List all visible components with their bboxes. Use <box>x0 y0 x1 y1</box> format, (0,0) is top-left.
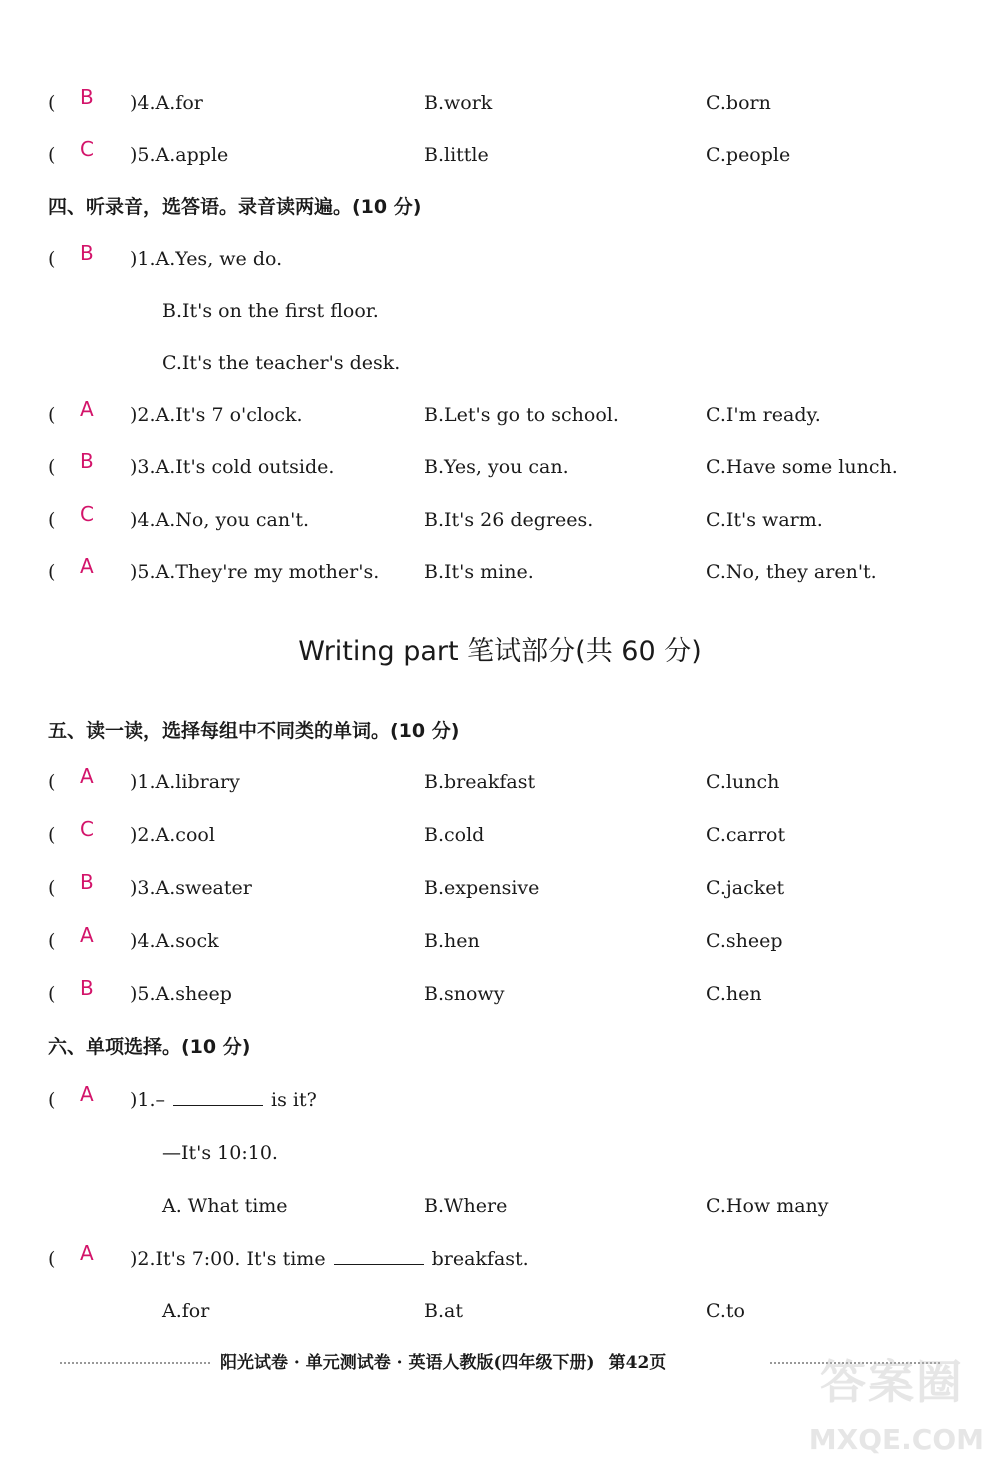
option-b: B.at <box>424 1300 463 1322</box>
option-b: B.little <box>424 144 489 166</box>
section5-heading: 五、读一读，选择每组中不同类的单词。(10 分) <box>48 720 460 742</box>
option-a: )3.A.sweater <box>130 877 252 899</box>
option-a: )4.A.sock <box>130 930 219 952</box>
question-row <box>0 923 1000 956</box>
option-row <box>0 296 1000 326</box>
option-c: C.I'm ready. <box>706 404 821 426</box>
option-c: C.lunch <box>706 771 780 793</box>
answer-mark: A <box>80 397 94 421</box>
answer-mark: A <box>80 1082 94 1106</box>
answer-mark: B <box>80 976 94 1000</box>
answer-mark: C <box>80 137 94 161</box>
option-c: C.born <box>706 92 771 114</box>
option-a: )2.A.cool <box>130 824 215 846</box>
question-row <box>0 137 1000 170</box>
option-a: )5.A.sheep <box>130 983 232 1005</box>
answer-mark: A <box>80 923 94 947</box>
section6-heading: 六、单项选择。(10 分) <box>48 1036 251 1058</box>
open-paren: ( <box>48 561 56 583</box>
option-a: )4.A.for <box>130 92 203 114</box>
watermark-logo <box>744 1346 984 1456</box>
option-a: )1.A.library <box>130 771 240 793</box>
section-heading <box>0 1032 1000 1062</box>
answer-blank <box>173 1087 263 1106</box>
section4-heading: 四、听录音，选答语。录音读两遍。(10 分) <box>48 196 422 218</box>
answer-mark: A <box>80 1241 94 1265</box>
option-c: C.hen <box>706 983 762 1005</box>
option-a: )2.A.It's 7 o'clock. <box>130 404 303 426</box>
option-c: C.It's the teacher's desk. <box>162 352 401 374</box>
option-b: B.It's mine. <box>424 561 534 583</box>
page-number: 第42页 <box>608 1353 667 1373</box>
reply-row <box>0 1138 1000 1168</box>
option-c: C.No, they aren't. <box>706 561 877 583</box>
option-b: B.snowy <box>424 983 505 1005</box>
stem-pre: )1.– <box>130 1089 166 1111</box>
option-b: B.Where <box>424 1195 508 1217</box>
answer-mark: B <box>80 241 94 265</box>
option-b: B.Yes, you can. <box>424 456 569 478</box>
option-row <box>0 348 1000 378</box>
open-paren: ( <box>48 824 56 846</box>
option-b: B.cold <box>424 824 485 846</box>
answer-mark: C <box>80 502 94 526</box>
answer-blank <box>334 1246 424 1265</box>
footer-divider-left <box>60 1362 210 1364</box>
question-row <box>0 976 1000 1009</box>
option-c: C.sheep <box>706 930 783 952</box>
option-b: B.Let's go to school. <box>424 404 619 426</box>
question-row <box>0 870 1000 903</box>
reply-text: —It's 10:10. <box>162 1142 278 1164</box>
answer-mark: A <box>80 554 94 578</box>
open-paren: ( <box>48 771 56 793</box>
option-a: )3.A.It's cold outside. <box>130 456 335 478</box>
open-paren: ( <box>48 930 56 952</box>
open-paren: ( <box>48 1248 56 1270</box>
open-paren: ( <box>48 509 56 531</box>
question-row <box>0 1241 1000 1274</box>
question-row <box>0 502 1000 535</box>
section-heading <box>0 716 1000 746</box>
question-row <box>0 85 1000 118</box>
open-paren: ( <box>48 983 56 1005</box>
open-paren: ( <box>48 877 56 899</box>
watermark-main: 答案圈 <box>820 1355 964 1409</box>
answer-mark: B <box>80 85 94 109</box>
open-paren: ( <box>48 1089 56 1111</box>
footer-title: 阳光试卷 · 单元测试卷 · 英语人教版(四年级下册) <box>220 1353 595 1373</box>
question-row <box>0 817 1000 850</box>
watermark-url: MXQE.COM <box>808 1423 984 1456</box>
question-row <box>0 554 1000 587</box>
option-b: B.breakfast <box>424 771 536 793</box>
option-c: C.How many <box>706 1195 829 1217</box>
option-c: C.jacket <box>706 877 785 899</box>
question-row <box>0 1082 1000 1115</box>
open-paren: ( <box>48 248 56 270</box>
option-row <box>0 1296 1000 1326</box>
section-heading <box>0 192 1000 222</box>
option-c: C.carrot <box>706 824 786 846</box>
answer-mark: B <box>80 449 94 473</box>
option-c: C.people <box>706 144 791 166</box>
question-row <box>0 449 1000 482</box>
option-c: C.Have some lunch. <box>706 456 898 478</box>
option-b: B.It's on the first floor. <box>162 300 379 322</box>
option-c: C.It's warm. <box>706 509 823 531</box>
option-b: B.expensive <box>424 877 540 899</box>
answer-mark: B <box>80 870 94 894</box>
option-a: A. What time <box>162 1195 288 1217</box>
footer-text <box>220 1348 666 1373</box>
option-a: )5.A.apple <box>130 144 229 166</box>
writing-part-title: Writing part 笔试部分(共 60 分) <box>298 636 702 667</box>
stem-post: breakfast. <box>431 1248 529 1270</box>
option-a: )5.A.They're my mother's. <box>130 561 380 583</box>
question-stem <box>130 1085 317 1115</box>
option-a: A.for <box>162 1300 210 1322</box>
option-c: C.to <box>706 1300 745 1322</box>
question-row <box>0 241 1000 274</box>
question-stem <box>130 1244 529 1274</box>
option-a: )4.A.No, you can't. <box>130 509 309 531</box>
option-a: )1.A.Yes, we do. <box>130 248 283 270</box>
question-row <box>0 764 1000 797</box>
option-b: B.hen <box>424 930 480 952</box>
open-paren: ( <box>48 144 56 166</box>
option-row <box>0 1191 1000 1221</box>
open-paren: ( <box>48 92 56 114</box>
stem-pre: )2.It's 7:00. It's time <box>130 1248 326 1270</box>
option-b: B.It's 26 degrees. <box>424 509 594 531</box>
question-row <box>0 397 1000 430</box>
answer-mark: C <box>80 817 94 841</box>
open-paren: ( <box>48 456 56 478</box>
stem-post: is it? <box>271 1089 317 1111</box>
answer-mark: A <box>80 764 94 788</box>
open-paren: ( <box>48 404 56 426</box>
option-b: B.work <box>424 92 493 114</box>
